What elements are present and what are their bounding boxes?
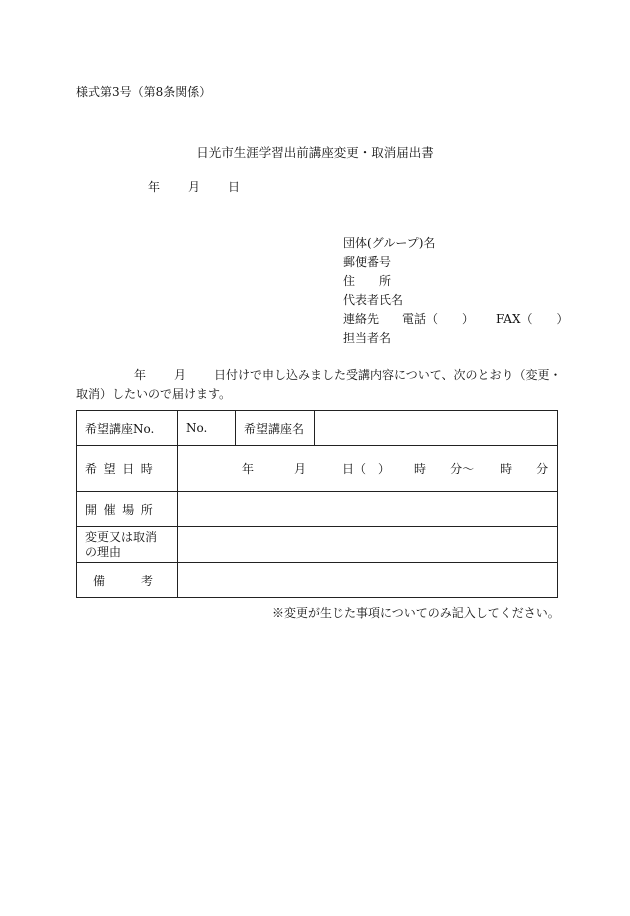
course-no-label: 希望講座No. — [77, 411, 178, 446]
contact-label: 連絡先 — [343, 312, 380, 326]
fax-label: FAX（ ） — [496, 312, 569, 326]
submission-date — [148, 180, 240, 194]
body-year: 年 — [134, 368, 147, 382]
reason-label-line2: の理由 — [85, 544, 122, 559]
dt-hour2: 時 — [500, 462, 513, 476]
course-name-field[interactable] — [315, 411, 558, 446]
date-day: 日 — [228, 180, 241, 194]
person-in-charge-label: 担当者名 — [343, 331, 392, 345]
dt-day: 日（ ） — [342, 462, 391, 476]
reason-label — [77, 527, 178, 563]
change-form-table — [76, 410, 558, 598]
group-name-label: 団体(グループ)名 — [343, 236, 436, 250]
remarks-field[interactable] — [178, 563, 558, 598]
representative-label: 代表者氏名 — [343, 293, 404, 307]
footnote: ※変更が生じた事項についてのみ記入してください。 — [272, 606, 560, 620]
dt-month: 月 — [294, 462, 307, 476]
course-no-field[interactable]: No. — [178, 411, 236, 446]
date-month: 月 — [188, 180, 201, 194]
venue-field[interactable] — [178, 492, 558, 527]
address-label: 住 所 — [343, 274, 392, 288]
reason-field[interactable] — [178, 527, 558, 563]
body-month: 月 — [174, 368, 187, 382]
dt-minute2: 分 — [536, 462, 549, 476]
document-title: 日光市生涯学習出前講座変更・取消届出書 — [196, 145, 434, 160]
postal-code-label: 郵便番号 — [343, 255, 392, 269]
phone-label: 電話（ ） — [402, 312, 475, 326]
body-text: 日付けで申し込みました受講内容について、次のとおり（変更・取消）したいので届けます。 — [76, 368, 562, 401]
remarks-label: 備 考 — [77, 563, 178, 598]
dt-minute1: 分～ — [450, 462, 475, 476]
dt-hour1: 時 — [414, 462, 427, 476]
form-number: 様式第3号（第8条関係） — [76, 85, 212, 99]
datetime-field[interactable] — [178, 446, 558, 492]
date-year: 年 — [148, 180, 161, 194]
venue-label: 開催場所 — [77, 492, 178, 527]
course-name-label: 希望講座名 — [236, 411, 315, 446]
body-paragraph — [76, 366, 566, 404]
dt-year: 年 — [242, 462, 255, 476]
reason-label-line1: 変更又は取消 — [85, 529, 158, 544]
datetime-label: 希望日時 — [77, 446, 178, 492]
